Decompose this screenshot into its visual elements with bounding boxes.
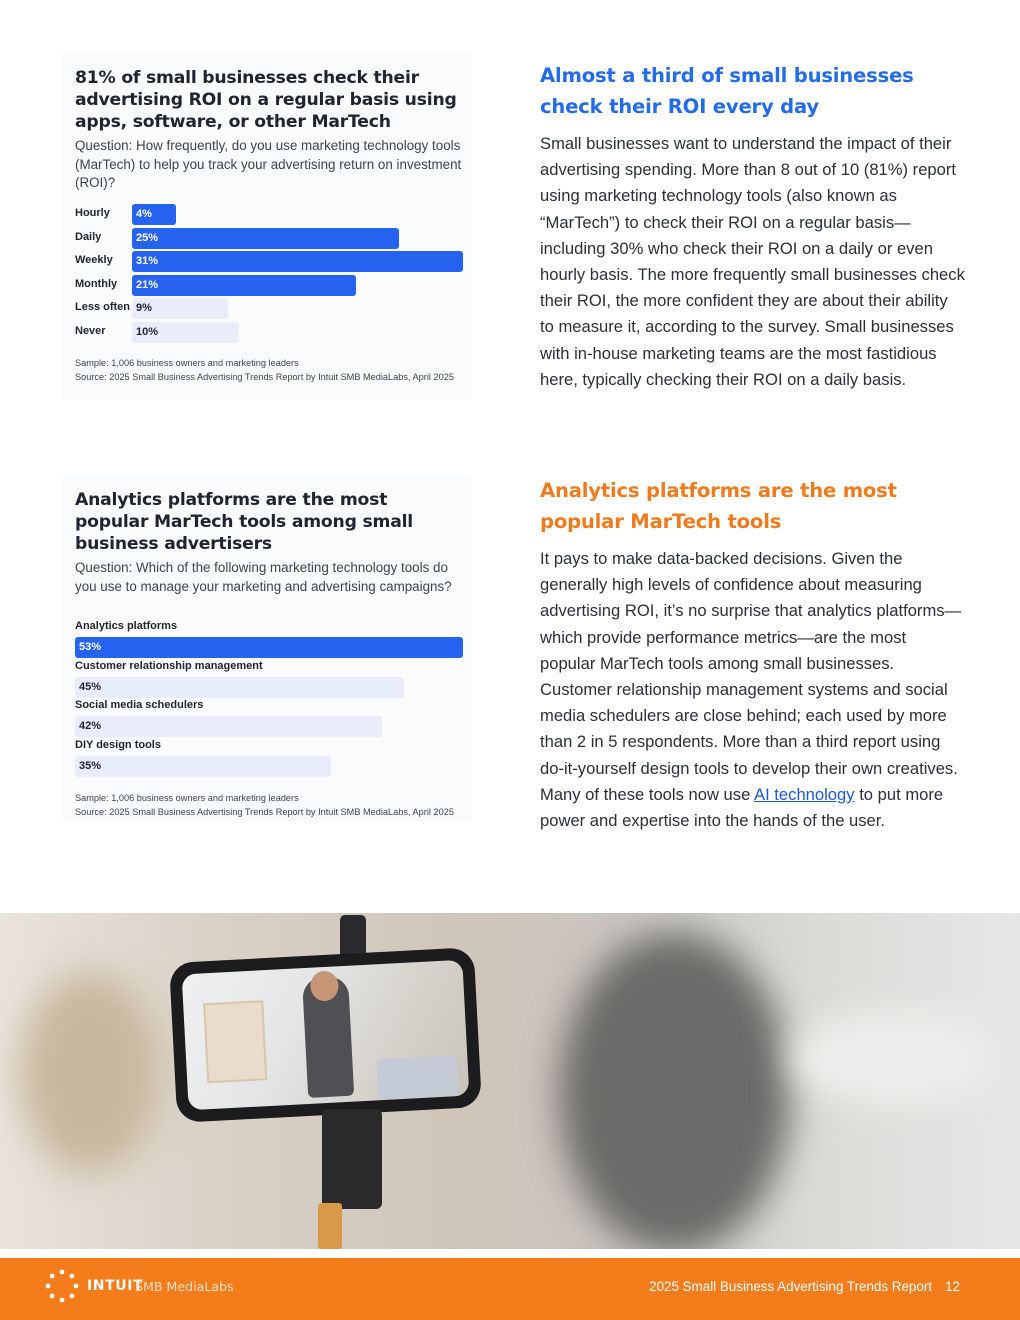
bar-track	[132, 204, 463, 225]
value-label: 25%	[136, 231, 159, 244]
blurred-person-shape	[560, 933, 790, 1249]
category-label: Customer relationship management	[75, 659, 263, 672]
roi-frequency-chart-card	[62, 54, 472, 400]
screen-shelf	[203, 1000, 267, 1083]
value-label: 53%	[79, 641, 102, 653]
martech-section-heading: Analytics platforms are the most popular MarTech tools	[540, 479, 897, 533]
bar	[75, 756, 331, 777]
chart2-sample: Sample: 1,006 business owners and marketing leaders	[75, 793, 299, 803]
page-footer	[0, 1258, 1020, 1320]
value-label: 35%	[79, 760, 102, 773]
martech-body-text-end: to put more power and expertise into the hands of the user.	[540, 784, 944, 831]
martech-body-text: It pays to make data-backed decisions. Given the generally high levels of confidence about measuring advertising ROI, it’s no surprise that analytics platforms—which provide performance metrics—are the most popular MarTech tools among small businesses. Customer relationship management systems and social media schedulers are close behind; each used by more than 2 in 5 respondents. More than a third report using do-it-yourself design tools to develop their own creatives. Many of these tools now use	[540, 549, 962, 804]
chart1-footnote	[75, 357, 454, 384]
ai-technology-link[interactable]: AI technology	[754, 784, 855, 804]
bar	[75, 637, 463, 658]
value-label: 10%	[136, 326, 159, 338]
bar-track	[132, 275, 463, 296]
page-number: 12	[945, 1279, 960, 1294]
report-title: 2025 Small Business Advertising Trends Report	[649, 1279, 932, 1294]
bar	[132, 275, 356, 296]
category-label: Analytics platforms	[75, 620, 178, 632]
screen-table	[376, 1055, 458, 1099]
bar	[75, 716, 382, 737]
tripod-pole	[318, 1203, 342, 1249]
value-label: 42%	[79, 720, 102, 733]
chart2-question: Question: Which of the following marketing technology tools do you use to manage your marketing and advertising campaigns?	[75, 560, 452, 594]
chart-row	[75, 204, 463, 225]
roi-frequency-bar-chart	[75, 204, 463, 346]
value-label: 9%	[136, 302, 152, 315]
bar	[75, 677, 404, 698]
bar-track	[132, 251, 463, 272]
phone-mount-body	[322, 1109, 382, 1209]
martech-tools-chart-card	[62, 476, 472, 822]
category-label: Monthly	[75, 277, 118, 290]
category-label: Never	[75, 325, 106, 337]
martech-section-body	[540, 546, 965, 834]
chart-row	[75, 251, 463, 272]
category-label: Less often	[75, 301, 131, 314]
chart-row	[75, 620, 463, 660]
chart2-footnote	[75, 792, 454, 819]
bar	[132, 251, 463, 272]
intuit-logo-icon	[45, 1269, 79, 1303]
chart1-source: Source: 2025 Small Business Advertising Trends Report by Intuit SMB MediaLabs, April 2025	[75, 371, 454, 382]
category-label: Hourly	[75, 207, 110, 219]
content-creator-photo	[0, 913, 1020, 1249]
chart1-question: Question: How frequently, do you use marketing technology tools (MarTech) to help you track your advertising return on investment (ROI)?	[75, 138, 462, 190]
chart-row	[75, 739, 463, 779]
chart-row	[75, 228, 463, 249]
smb-medialabs-label: SMB MediaLabs	[135, 1279, 234, 1294]
chart-row	[75, 699, 463, 739]
value-label: 4%	[136, 208, 152, 220]
bar-track	[132, 322, 463, 343]
bar-track	[132, 298, 463, 319]
category-label: Daily	[75, 230, 102, 243]
martech-section	[540, 475, 965, 834]
blurred-sneaker-shape	[790, 1013, 990, 1103]
bar	[132, 228, 399, 249]
bar-track	[132, 228, 463, 249]
blurred-shelf-shape	[20, 973, 160, 1173]
chart-row	[75, 322, 463, 343]
chart-row	[75, 298, 463, 319]
category-label: Weekly	[75, 254, 113, 267]
category-label: Social media schedulers	[75, 699, 204, 712]
category-label: DIY design tools	[75, 739, 161, 752]
value-label: 21%	[136, 278, 159, 291]
roi-section-body: Small businesses want to understand the impact of their advertising spending. More than 8 out of 10 (81%) report using marketing technology tools (also known as “MarTech”) to check their ROI on a regular basis—including 30% who check their ROI on a daily or even hourly basis. The more frequently small businesses check their ROI, the more confident they are about their ability to measure it, according to the survey. Small businesses with in-house marketing teams are the most fastidious here, typically checking their ROI on a daily basis.	[540, 134, 965, 389]
chart2-title: Analytics platforms are the most popular MarTech tools among small business advertisers	[75, 490, 413, 554]
value-label: 45%	[79, 680, 102, 693]
chart1-title: 81% of small businesses check their advertising ROI on a regular basis using apps, software, or other MarTech	[75, 68, 457, 132]
roi-section	[540, 60, 965, 393]
smartphone	[169, 947, 482, 1123]
martech-tools-bar-chart	[75, 620, 463, 780]
chart1-sample: Sample: 1,006 business owners and marketing leaders	[75, 358, 299, 368]
chart2-source: Source: 2025 Small Business Advertising Trends Report by Intuit SMB MediaLabs, April 2025	[75, 806, 454, 817]
roi-section-heading: Almost a third of small businesses check their ROI every day	[540, 64, 914, 118]
phone-screen	[182, 960, 470, 1111]
chart-row	[75, 660, 463, 700]
intuit-wordmark: INTUIT	[87, 1278, 144, 1294]
value-label: 31%	[136, 255, 159, 268]
chart-row	[75, 275, 463, 296]
